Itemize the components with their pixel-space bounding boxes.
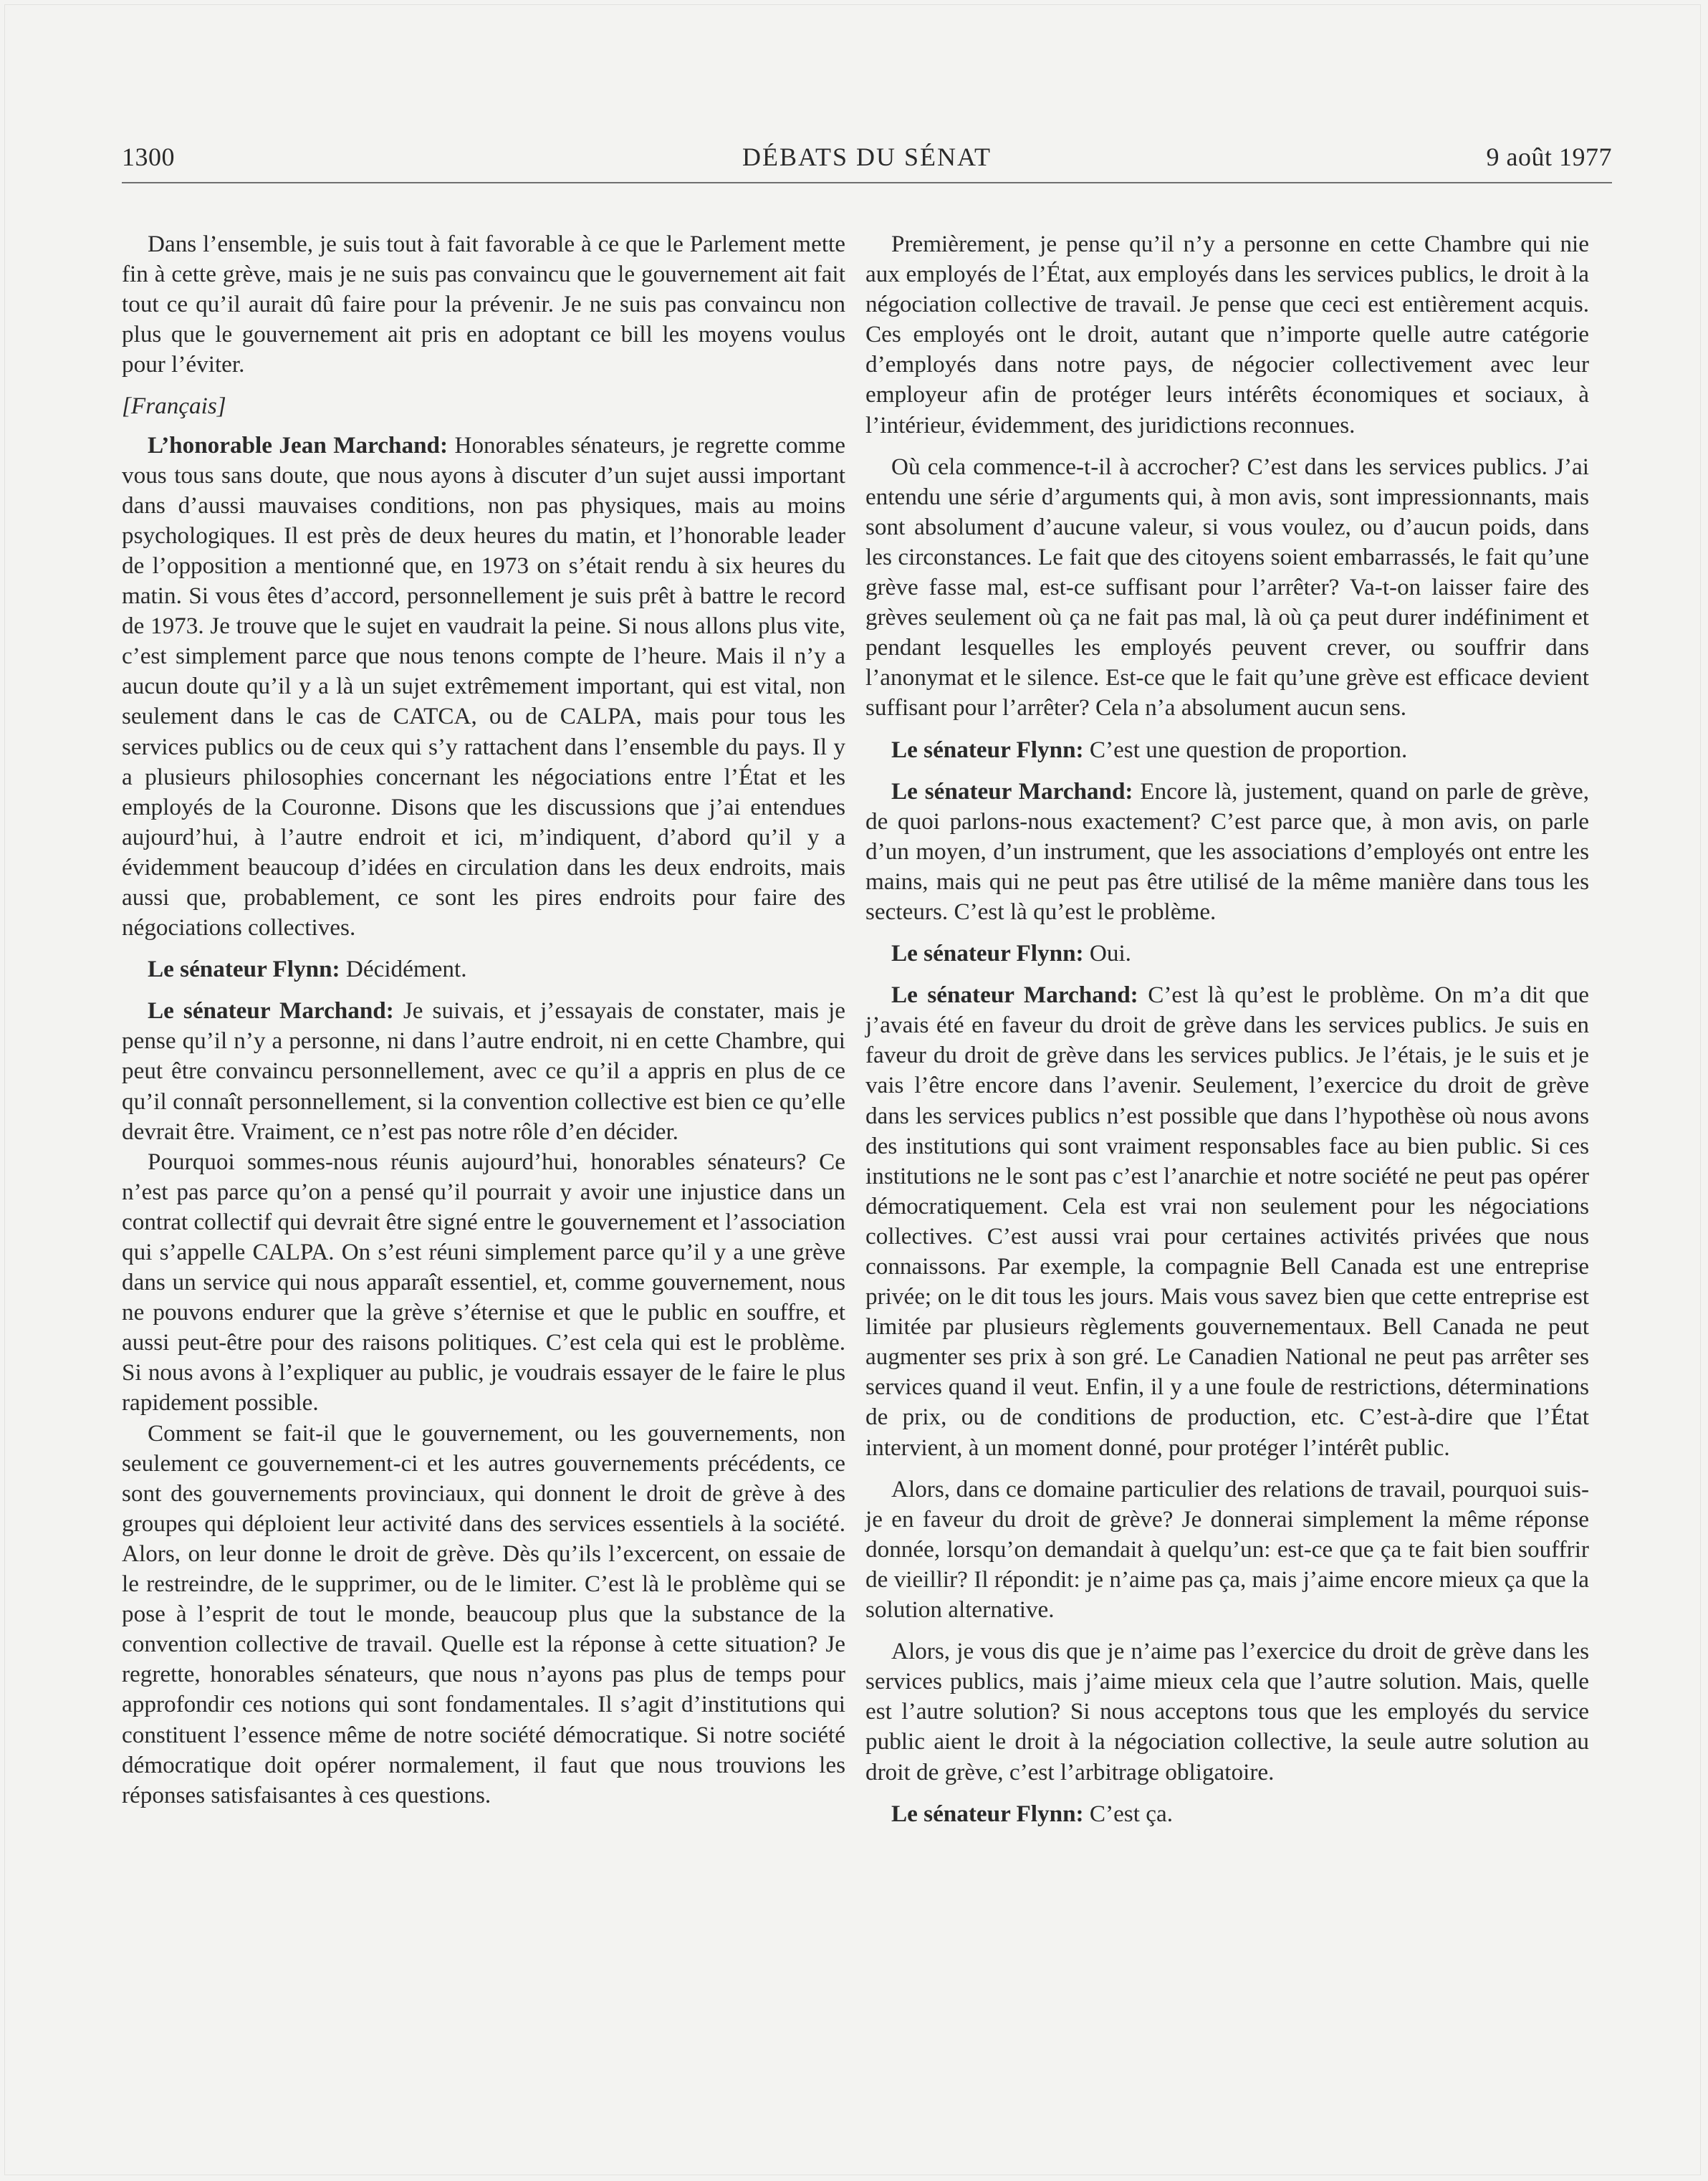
speaker-name: Le sénateur Marchand:	[891, 982, 1138, 1009]
speech-paragraph	[122, 431, 845, 944]
language-tag: [Français]	[122, 393, 226, 420]
speech-text: C’est une question de proportion.	[1083, 736, 1408, 763]
speech-paragraph	[865, 735, 1589, 765]
speech-text: Honorables sénateurs, je regrette comme vous tous sans doute, que nous ayons à discuter d’un sujet aussi important dans d’aussi mauvaises conditions, non pas physiques, mais au moins psychologiques. Il est près de deux heures du matin, et l’honorable leader de l’opposition a mentionné que, en 1973 on s’était rendu à six heures du matin. Si vous êtes d’accord, personnellement je suis prêt à battre le record de 1973. Je trouve que le sujet en vaudrait la peine. Si nous allons plus vite, c’est simplement parce que nous tenons compte de l’heure. Mais il n’y a aucun doute qu’il y a là un sujet extrêmement important, qui est vital, non seulement dans le cas de CATCA, ou de CALPA, mais pour tous les services publics ou de ceux qui s’y rattachent dans l’ensemble du pays. Il y a plusieurs philosophies concernant les négociations entre l’État et les employés de la Couronne. Disons que les discussions que j’ai entendues aujourd’hui, à l’autre endroit et ici, m’indiquent, d’abord qu’il y a évidemment beaucoup d’idées en circulation dans les deux endroits, mais aussi que, probablement, ce sont les pires endroits pour faire des négociations collectives.	[122, 431, 845, 941]
speaker-name: Le sénateur Flynn:	[148, 956, 340, 983]
speaker-name: L’honorable Jean Marchand:	[148, 431, 448, 459]
speaker-name: Le sénateur Marchand:	[148, 997, 394, 1025]
page-number: 1300	[122, 143, 175, 171]
paragraph: Pourquoi sommes-nous réunis aujourd’hui, honorables sénateurs? Ce n’est pas parce qu’on a pensé qu’il pourrait y avoir une injustice dans un contrat collectif qui devrait être signé entre le gouvernement et l’association qui s’appelle CALPA. On s’est réuni simplement parce qu’il y a une grève dans un service qui nous apparaît essentiel, et, comme gouvernement, nous ne pouvons endurer que la grève s’éternise et que le public en souffre, et aussi peut-être pour des raisons politiques. C’est cela qui est le problème. Si nous avons à l’expliquer au public, je voudrais essayer de le faire le plus rapidement possible.	[122, 1148, 845, 1417]
speaker-name: Le sénateur Marchand:	[891, 777, 1133, 805]
speaker-name: Le sénateur Flynn:	[891, 736, 1084, 763]
paragraph: Comment se fait-il que le gouvernement, ou les gouvernements, non seulement ce gouvernement-ci et les autres gouvernements précédents, ce sont des gouvernements provinciaux, qui donnent le droit de grève à des groupes qui déploient leur activité dans des services essentiels à la société. Alors, on leur donne le droit de grève. Dès qu’ils l’excercent, on essaie de le restreindre, de le supprimer, ou de le limiter. C’est là le problème qui se pose à l’esprit de tout le monde, beaucoup plus que la substance de la convention collective de travail. Quelle est la réponse à cette situation? Je regrette, honorables sénateurs, que nous n’ayons pas plus de temps pour approfondir ces notions qui sont fondamentales. Il s’agit d’institutions qui constituent l’essence même de notre société démocratique. Si notre société démocratique doit opérer normalement, il faut que nous trouvions les réponses satisfaisantes à ces questions.	[122, 1419, 845, 1808]
paragraph: Dans l’ensemble, je suis tout à fait favorable à ce que le Parlement mette fin à cette grève, mais je ne suis pas convaincu que le gouvernement ait fait tout ce qu’il aurait dû faire pour la prévenir. Je ne suis pas convaincu non plus que le gouvernement ait pris en adoptant ce bill les moyens voulus pour l’éviter.	[122, 231, 845, 378]
speech-paragraph	[865, 777, 1589, 927]
paragraph: Où cela commence-t-il à accrocher? C’est dans les services publics. J’ai entendu une série d’arguments qui, à mon avis, sont impressionnants, mais sont absolument d’aucune valeur, si vous voulez, ou d’aucun poids, dans les circonstances. Le fait que des citoyens soient embarrassés, le fait qu’une grève fasse mal, est-ce suffisant pour l’arrêter? Va-t-on laisser faire des grèves seulement où ça ne fait pas mal, là où ça peut durer indéfiniment et pendant lesquelles les employés peuvent crever, ou souffrir dans l’anonymat et le silence. Est-ce que le fait qu’une grève est efficace devient suffisant pour l’arrêter? Cela n’a absolument aucun sens.	[865, 453, 1589, 722]
speech-text: Oui.	[1083, 940, 1131, 967]
page-header	[122, 140, 1612, 183]
paragraph: Alors, dans ce domaine particulier des relations de travail, pourquoi suis-je en faveur du droit de grève? Je donnerai simplement la même réponse donnée, lorsqu’on demandait à quelqu’un: est-ce que ça te fait bien souffrir de vieillir? Il répondit: je n’aime pas ça, mais j’aime encore mieux ça que la solution alternative.	[865, 1475, 1589, 1624]
speech-paragraph	[865, 939, 1589, 969]
publication-title: DÉBATS DU SÉNAT	[742, 143, 992, 171]
speech-paragraph	[122, 954, 845, 984]
speech-paragraph	[122, 996, 845, 1146]
left-column	[122, 229, 845, 1822]
speech-paragraph	[865, 980, 1589, 1463]
paragraph: Premièrement, je pense qu’il n’y a personne en cette Chambre qui nie aux employés de l’État, aux employés dans les services publics, le droit à la négociation collective de travail. Je pense que ceci est entièrement acquis. Ces employés ont le droit, autant que n’importe quelle autre catégorie d’employés dans notre pays, de négocier collectivement avec leur employeur afin de protéger leurs intérêts économiques et sociaux, à l’intérieur, évidemment, des juridictions reconnues.	[865, 231, 1589, 438]
speech-paragraph	[865, 1799, 1589, 1829]
speech-text: C’est ça.	[1083, 1800, 1173, 1827]
speaker-name: Le sénateur Flynn:	[891, 940, 1084, 967]
speech-text: Décidément.	[340, 956, 467, 983]
right-column	[865, 229, 1589, 1841]
speech-text: Je suivais, et j’essayais de constater, mais je pense qu’il n’y a personne, ni dans l’autre endroit, ni en cette Chambre, qui peut être convaincu personnellement, avec ce qu’il a appris en plus de ce qu’il connaît personnellement, si la convention collective est bien ce qu’elle devrait être. Vraiment, ce n’est pas notre rôle d’en décider.	[122, 997, 845, 1145]
publication-date: 9 août 1977	[1486, 143, 1612, 171]
speech-text: C’est là qu’est le problème. On m’a dit que j’avais été en faveur du droit de grève dans les services publics. Je suis en faveur du droit de grève dans les services publics. Je l’étais, je le suis et je vais l’être encore dans l’avenir. Seulement, l’exercice du droit de grève dans les services publics n’est possible que dans l’hypothèse où nous avons des institutions qui sont vraiment responsables face au bien public. Si ces institutions ne le sont pas c’est l’anarchie et notre société ne peut pas opérer démocratiquement. Cela est vrai non seulement pour les négociations collectives. C’est aussi vrai pour certaines activités privées que nous connaissons. Par exemple, la compagnie Bell Canada est une entreprise privée; on le dit tous les jours. Mais vous savez bien que cette entreprise est limitée par plusieurs règlements gouvernementaux. Bell Canada ne peut augmenter ses prix à son gré. Le Canadien National ne peut pas arrêter ses services quand il veut. Enfin, il y a une foule de restrictions, déterminations de prix, ou de conditions de production, etc. C’est-à-dire que l’État intervient, à un moment donné, pour protéger l’intérêt public.	[865, 982, 1590, 1461]
speaker-name: Le sénateur Flynn:	[891, 1800, 1084, 1827]
speech-text: Encore là, justement, quand on parle de grève, de quoi parlons-nous exactement? C’est parce que, à mon avis, on parle d’un moyen, d’un instrument, que les associations d’employés ont entre les mains, mais qui ne peut pas être utilisé de la même manière dans tous les secteurs. C’est là qu’est le problème.	[865, 777, 1589, 925]
paragraph: Alors, je vous dis que je n’aime pas l’exercice du droit de grève dans les services publics, mais j’aime mieux cela que l’autre solution. Mais, quelle est l’autre solution? Si nous acceptons tous que les employés du service public aient le droit à la négociation collective, la seule autre solution au droit de grève, c’est l’arbitrage obligatoire.	[865, 1638, 1589, 1785]
